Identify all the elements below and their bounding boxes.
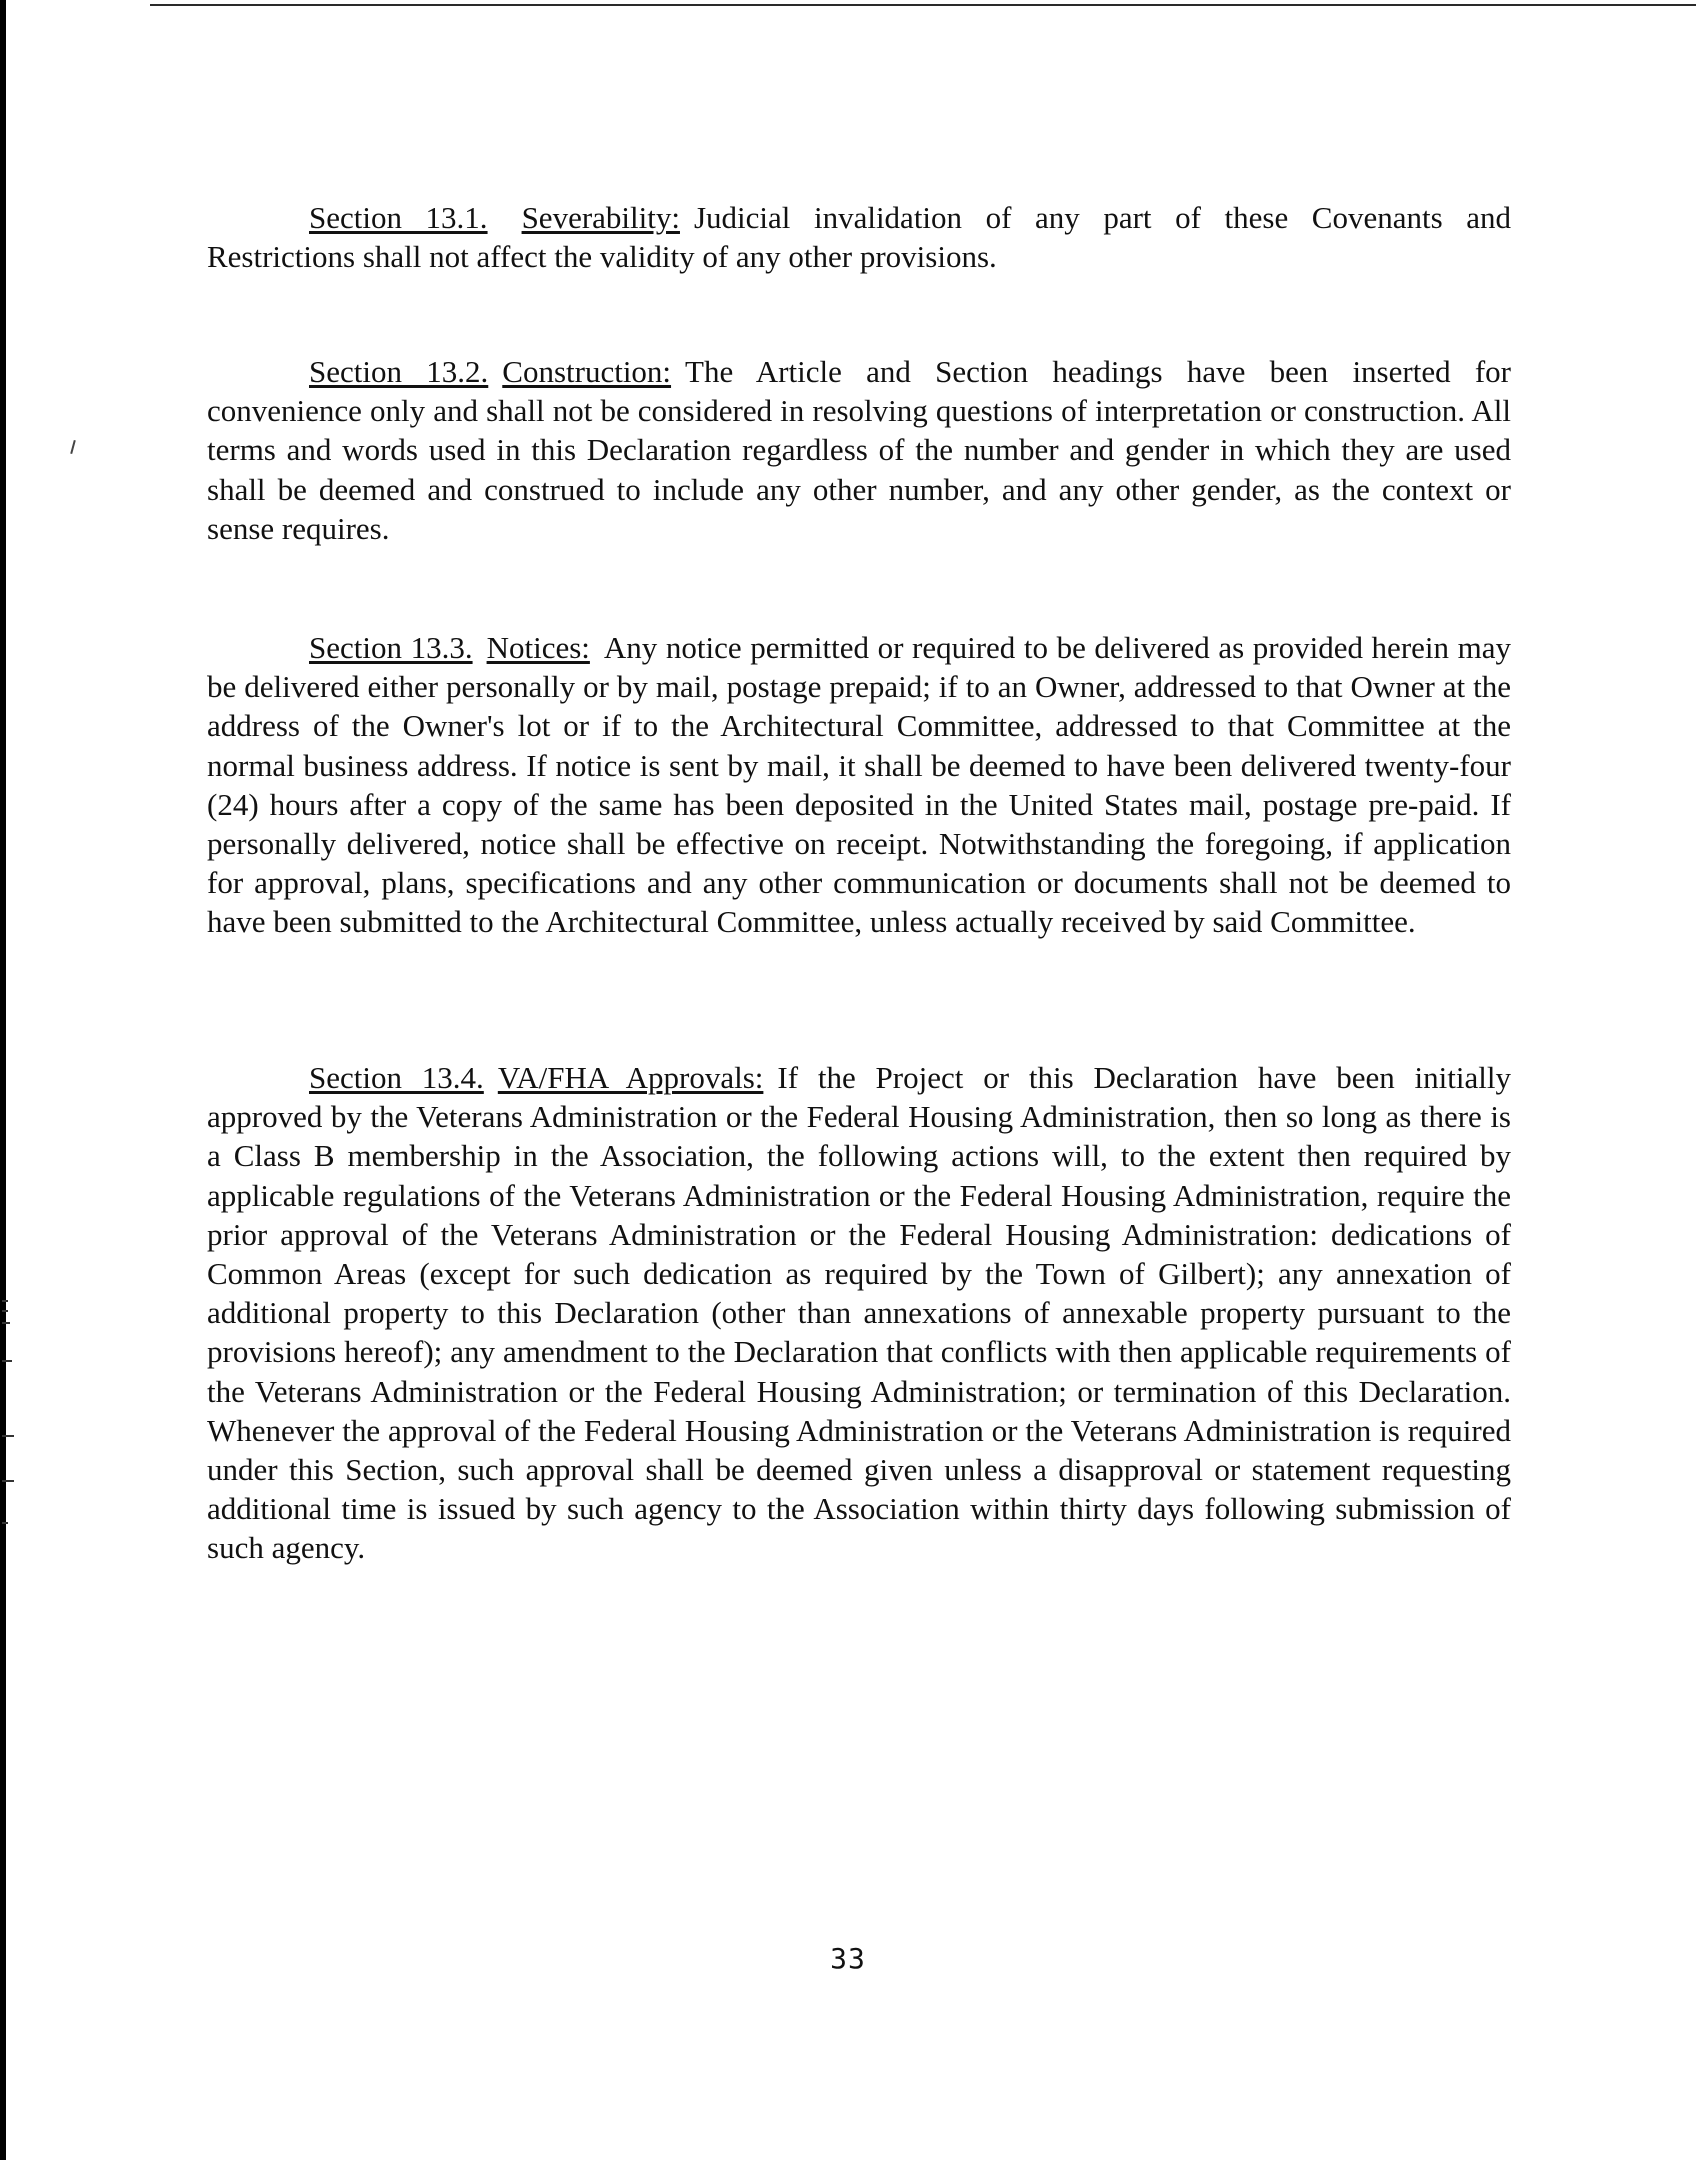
section-number: Section 13.3. bbox=[309, 630, 473, 665]
scan-top-line bbox=[150, 4, 1696, 6]
scan-margin-ticks bbox=[2, 1300, 14, 1530]
section-title: Notices: bbox=[486, 630, 590, 665]
scan-margin-mark bbox=[70, 440, 76, 454]
scan-left-edge bbox=[0, 0, 6, 2160]
section-text: Judicial invalidation of any part of these Covenants and Restrictions shall not affect the validity of any other provisions. bbox=[207, 200, 1511, 275]
section-text: If the Project or this Declaration have been initially approved by the Veterans Administration or the Federal Housing Administration, then so long as there is a Class B membership in the Association, the following actions will, to the extent then required by applicable regulations of the Veterans Administration or the Federal Housing Administration, require the prior approval of the Veterans Administration or the Federal Housing Administration: dedications of Common Areas (except for such dedication as required by the Town of Gilbert); any annexation of additional property to this Declaration (other than annexations of annexable property pursuant to the provisions hereof); any amendment to the Declaration that conflicts with then applicable requirements of the Veterans Administration or the Federal Housing Administration; or termination of this Declaration. Whenever the approval of the Federal Housing Administration or the Veterans Administration is required under this Section, such approval shall be deemed given unless a disapproval or statement requesting additional time is issued by such agency to the Association within thirty days following submission of such agency. bbox=[207, 1060, 1511, 1566]
section-text: The Article and Section headings have been inserted for convenience only and shall not be considered in resolving questions of interpretation or construction. All terms and words used in this Declaration regardless of the number and gender in which they are used shall be deemed and construed to include any other number, and any other gender, as the context or sense requires. bbox=[207, 354, 1511, 546]
section-13-3 bbox=[207, 628, 1511, 942]
section-text: Any notice permitted or required to be delivered as provided herein may be delivered either personally or by mail, postage prepaid; if to an Owner, addressed to that Owner at the address of the Owner's lot or if to the Architectural Committee, addressed to that Committee at the normal business address. If notice is sent by mail, it shall be deemed to have been delivered twenty-four (24) hours after a copy of the same has been deposited in the United States mail, postage pre-paid. If personally delivered, notice shall be effective on receipt. Notwithstanding the foregoing, if application for approval, plans, specifications and any other communication or documents shall not be deemed to have been submitted to the Architectural Committee, unless actually received by said Committee. bbox=[207, 630, 1511, 940]
section-number: Section 13.1. bbox=[309, 200, 488, 235]
section-13-4 bbox=[207, 1058, 1511, 1568]
section-title: Construction: bbox=[502, 354, 672, 389]
section-13-1 bbox=[207, 198, 1511, 276]
section-title: VA/FHA Approvals: bbox=[497, 1060, 764, 1095]
section-title: Severability: bbox=[521, 200, 680, 235]
section-13-2 bbox=[207, 352, 1511, 548]
section-number: Section 13.2. bbox=[309, 354, 489, 389]
section-number: Section 13.4. bbox=[309, 1060, 484, 1095]
page-number: 33 bbox=[830, 1942, 866, 1975]
